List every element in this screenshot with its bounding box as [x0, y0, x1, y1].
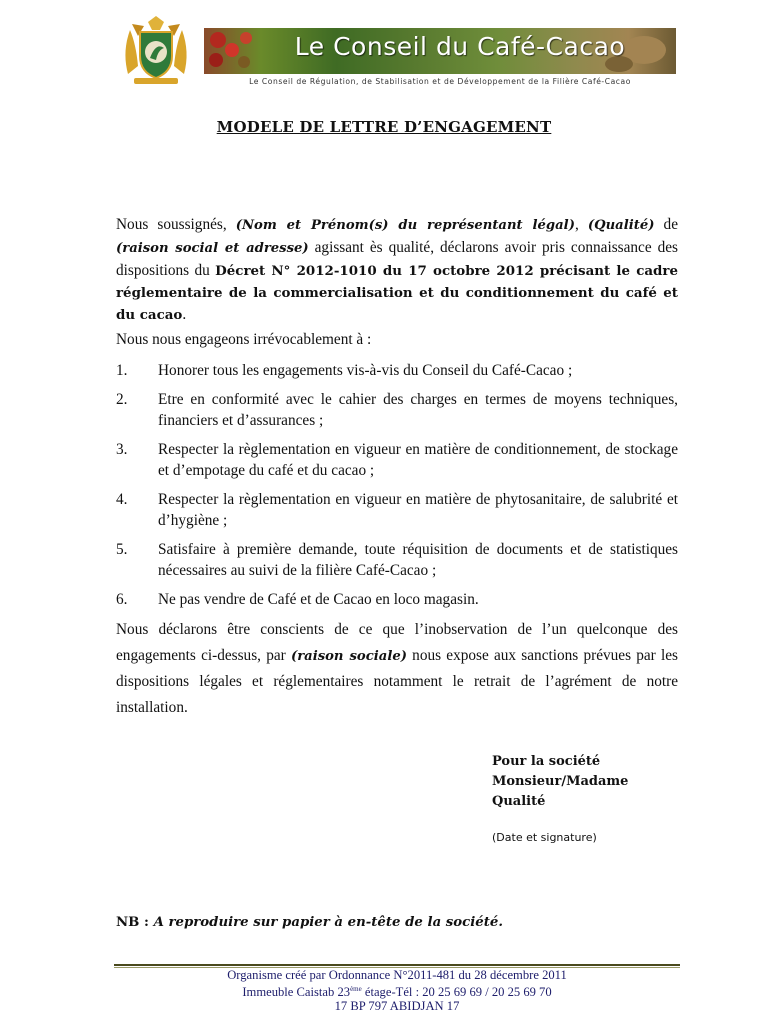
nb-text: A reproduire sur papier à en-tête de la société.	[153, 915, 504, 930]
closing-paragraph: Nous déclarons être conscients de ce que l’inobservation de l’un quelconque des engagements ci-dessus, par (raison sociale) nous expose aux sanctions prévues par les dispositions légales et réglementaires notamment le retrait de l’agrément de notre installation.	[116, 621, 678, 716]
list-item-text: Ne pas vendre de Café et de Cacao en loco magasin.	[158, 591, 479, 608]
decree-reference: Décret N° 2012-1010 du 17 octobre 2012 précisant le cadre réglementaire de la commercialisation et du conditionnement du café et du cacao	[116, 263, 678, 323]
list-item-number: 1.	[116, 362, 128, 379]
footer-divider	[114, 964, 680, 966]
list-item-number: 4.	[116, 491, 128, 508]
signature-block	[492, 752, 628, 812]
date-signature-label: (Date et signature)	[492, 831, 597, 844]
list-item-text: Satisfaire à première demande, toute réquisition de documents et de statistiques nécessaires au suivi de la filière Café-Cacao ;	[158, 541, 678, 579]
banner	[204, 28, 676, 74]
field-representative: (Nom et Prénom(s) du représentant légal)	[235, 218, 575, 233]
list-item-text: Respecter la règlementation en vigueur en matière de conditionnement, de stockage et d’empotage du café et du cacao ;	[158, 441, 678, 479]
list-item-number: 3.	[116, 441, 128, 458]
field-raison-sociale: (raison sociale)	[290, 648, 407, 664]
footer-address: Immeuble Caistab 23ème étage-Tél : 20 25 69 69 / 20 25 69 70	[242, 985, 552, 1000]
page-title: MODELE DE LETTRE D’ENGAGEMENT	[216, 118, 552, 136]
footer	[114, 968, 680, 1013]
signature-name: Monsieur/Madame	[492, 774, 629, 789]
list-item-number: 5.	[116, 541, 128, 558]
signature-company: Pour la société	[492, 754, 601, 769]
field-raison-social: (raison social et adresse)	[116, 241, 309, 256]
list-item-text: Honorer tous les engagements vis-à-vis du Conseil du Café-Cacao ;	[158, 362, 573, 379]
letterhead-subtitle: Le Conseil de Régulation, de Stabilisation et de Développement de la Filière Café-Cacao	[249, 77, 631, 86]
field-qualite: (Qualité)	[587, 218, 655, 233]
footer-bp: 17 BP 797 ABIDJAN 17	[334, 999, 460, 1014]
intro-paragraph: Nous soussignés, (Nom et Prénom(s) du représentant légal), (Qualité) de (raison social et adresse) agissant ès qualité, déclarons avoir pris connaissance des dispositions du Décret N° 2012-1010 du 17 octobre 2012 précisant le cadre réglementaire de la commercialisation et du conditionnement du café et du cacao.	[116, 216, 679, 323]
signature-qualite: Qualité	[492, 794, 546, 809]
engagement-intro: Nous nous engageons irrévocablement à :	[116, 331, 372, 348]
list-item-text: Respecter la règlementation en vigueur en matière de phytosanitaire, de salubrité et d’hygiène ;	[158, 491, 678, 529]
coat-of-arms-icon	[118, 16, 194, 88]
list-item-number: 2.	[116, 391, 128, 408]
nb-label: NB :	[116, 915, 154, 930]
list-item-text: Etre en conformité avec le cahier des charges en termes de moyens techniques, financiers et d’assurances ;	[158, 391, 678, 429]
list-item-number: 6.	[116, 591, 128, 608]
footer-ordonnance: Organisme créé par Ordonnance N°2011-481 du 28 décembre 2011	[227, 968, 567, 982]
nb-note	[116, 915, 503, 930]
banner-title: Le Conseil du Café-Cacao	[294, 32, 626, 61]
letterhead	[118, 16, 678, 90]
